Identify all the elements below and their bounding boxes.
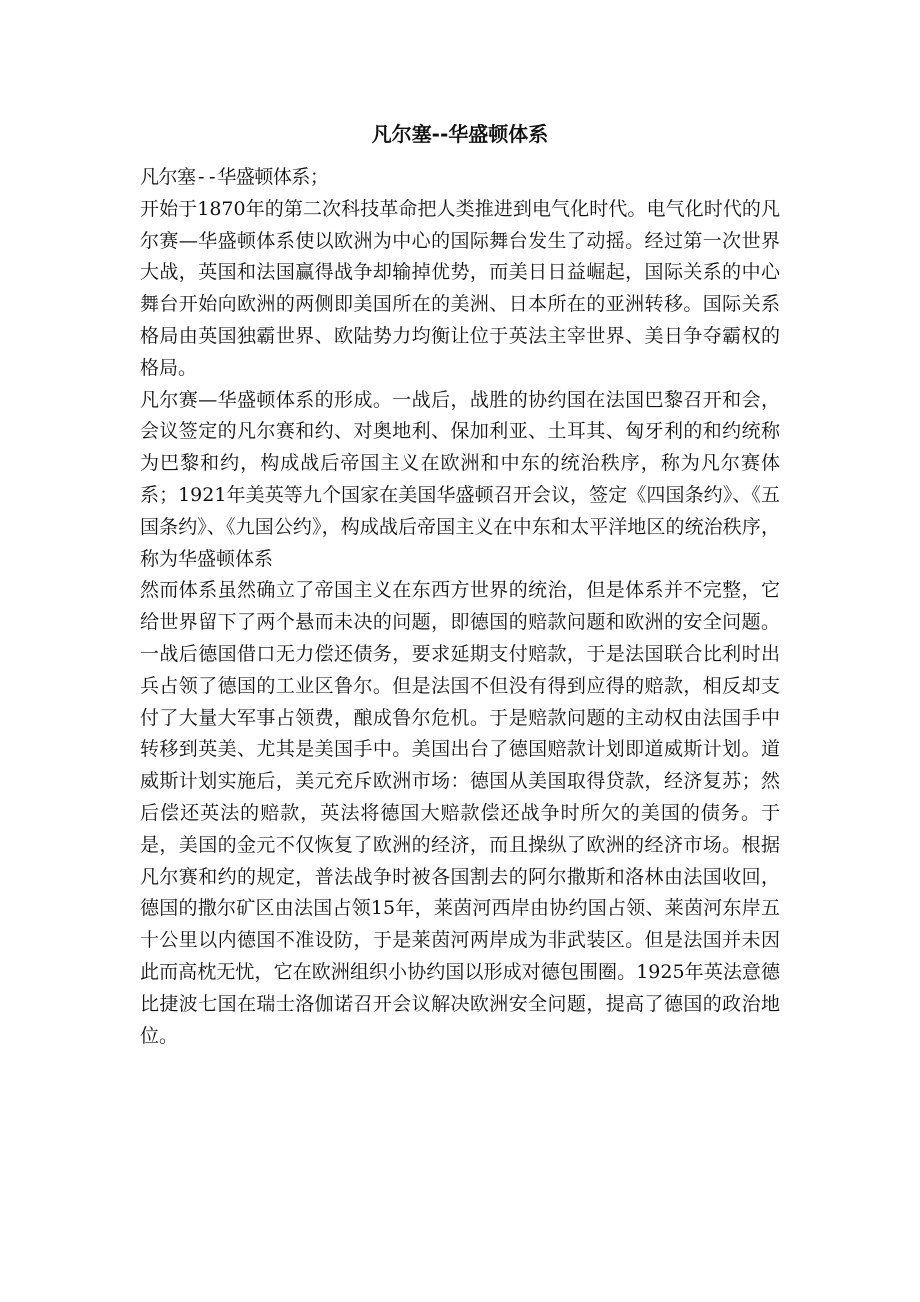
- paragraph-problems: 然而体系虽然确立了帝国主义在东西方世界的统治，但是体系并不完整，它给世界留下了两个悬而未决的问题，即德国的赔款问题和欧洲的安全问题。一战后德国借口无力偿还债务，要求延期支付赔款，于是法国联合比利时出兵占领了德国的工业区鲁尔。但是法国不但没有得到应得的赔款，相反却支付了大量大军事占领费，酿成鲁尔危机。于是赔款问题的主动权由法国手中转移到英美、尤其是美国手中。美国出台了德国赔款计划即道威斯计划。道威斯计划实施后，美元充斥欧洲市场：德国从美国取得贷款，经济复苏；然后偿还英法的赔款，英法将德国大赔款偿还战争时所欠的美国的债务。于是，美国的金元不仅恢复了欧洲的经济，而且操纵了欧洲的经济市场。根据凡尔赛和约的规定，普法战争时被各国割去的阿尔撒斯和洛林由法国收回，德国的撒尔矿区由法国占领15年，莱茵河西岸由协约国占领、莱茵河东岸五十公里以内德国不准设防，于是莱茵河两岸成为非武装区。但是法国并未因此而高枕无忧，它在欧洲组织小协约国以形成对德包围圈。1925年英法意德比捷波七国在瑞士洛伽诺召开会议解决欧洲安全问题，提高了德国的政治地位。: [140, 579, 780, 1047]
- paragraph-intro: 开始于1870年的第二次科技革命把人类推进到电气化时代。电气化时代的凡尔赛—华盛顿体系使以欧洲为中心的国际舞台发生了动摇。经过第一次世界大战，英国和法国赢得战争却输掉优势，而美日日益崛起，国际关系的中心舞台开始向欧洲的两侧即美国所在的美洲、日本所在的亚洲转移。国际关系格局由英国独霸世界、欧陆势力均衡让位于英法主宰世界、美日争夺霸权的格局。: [140, 197, 780, 379]
- paragraph-formation: 凡尔赛—华盛顿体系的形成。一战后，战胜的协约国在法国巴黎召开和会，会议签定的凡尔赛和约、对奥地利、保加利亚、土耳其、匈牙利的和约统称为巴黎和约，构成战后帝国主义在欧洲和中东的统治秩序，称为凡尔赛体系；1921年美英等九个国家在美国华盛顿召开会议，签定《四国条约》、《五国条约》、《九国公约》，构成战后帝国主义在中东和太平洋地区的统治秩序，称为华盛顿体系: [140, 388, 780, 570]
- paragraph-subtitle: 凡尔塞--华盛顿体系；: [140, 166, 329, 188]
- document-title: 凡尔塞--华盛顿体系: [371, 122, 549, 146]
- document-body: [140, 162, 780, 1052]
